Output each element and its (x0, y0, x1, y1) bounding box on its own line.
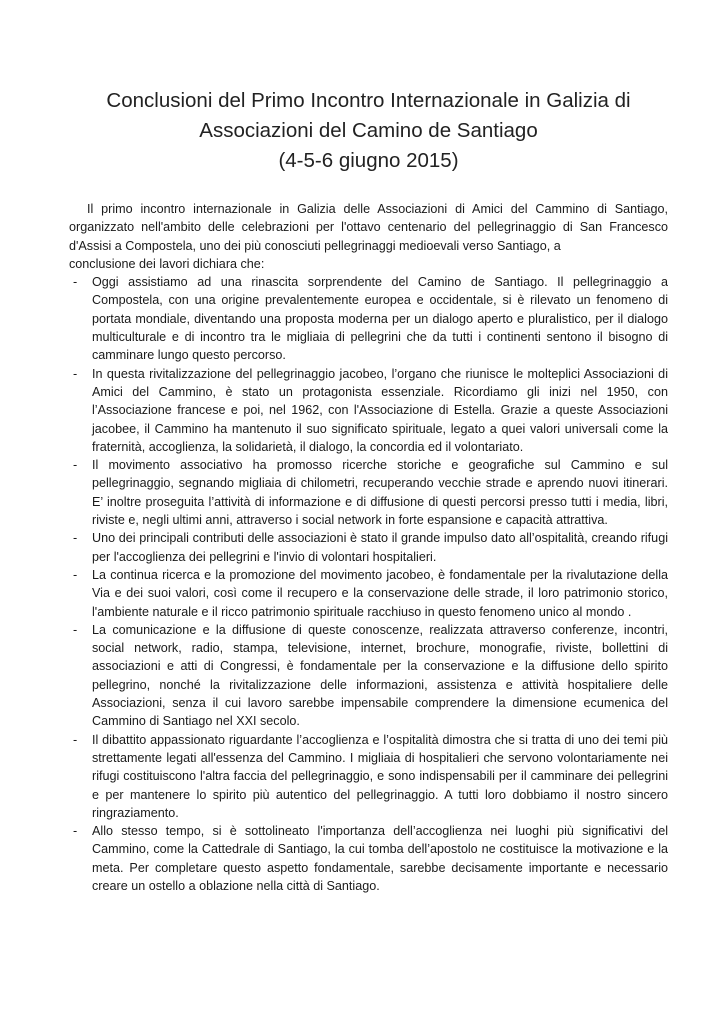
list-item (69, 456, 668, 529)
conclusions-list (69, 273, 668, 895)
list-item-text: Uno dei principali contributi delle associazioni è stato il grande impulso dato all’ospitalità, creando rifugi per l'accoglienza dei pellegrini e l'invio di volontari hospitalieri. (92, 531, 668, 564)
bullet-dash: - (73, 531, 78, 546)
list-item-text: La comunicazione e la diffusione di queste conoscenze, realizzata attraverso conferenze, incontri, social network, radio, stampa, televisione, internet, brochure, monografie, riviste, bollettini di associazioni e atti di Congressi, è fondamentale per la conservazione e la diffusione dello spirito pellegrino, nonché la rivitalizzazione delle informazioni, assistenza e attività hospitaliere delle Associazioni, senza il cui lavoro sarebbe impensabile comprendere la dimensione ecumenica del Cammino di Santiago nel XXI secolo. (92, 622, 668, 729)
intro-paragraph: Il primo incontro internazionale in Galizia delle Associazioni di Amici del Cammino di Santiago, organizzato nell'ambito delle celebrazioni per l'ottavo centenario del pellegrinaggio di San Francesco d'Assisi a Compostela, uno dei più conosciuti pellegrinaggi medioevali verso Santiago, a (69, 202, 668, 253)
list-item-text: Il movimento associativo ha promosso ricerche storiche e geografiche sul Cammino e sul pellegrinaggio, segnando migliaia di chilometri, recuperando vecchie strade e aprendo nuovi itinerari. E’ inoltre proseguita l’attività di informazione e di diffusione di questi percorsi presso tutti i media, libri, riviste e, negli ultimi anni, attraverso i social network in forte espansione e capacità attrattiva. (92, 458, 668, 528)
document-title (69, 86, 668, 176)
list-item (69, 365, 668, 456)
bullet-dash: - (73, 732, 78, 747)
list-item-text: La continua ricerca e la promozione del movimento jacobeo, è fondamentale per la rivalutazione della Via e dei suoi valori, così come il recupero e la conservazione delle strade, il loro patrimonio storico, l'ambiente naturale e il ricco patrimonio spirituale racchiuso in questo fenomeno unico al mondo . (92, 567, 668, 619)
title-line-2: Associazioni del Camino de Santiago (199, 119, 538, 142)
list-item-text: Allo stesso tempo, si è sottolineato l'importanza dell’accoglienza nei luoghi più significativi del Cammino, come la Cattedrale di Santiago, la cui tomba dell’apostolo ne costituisce la motivazione e la meta. Per completare questo aspetto fondamentale, sarebbe decisamente importante e necessario creare un ostello a oblazione nella città di Santiago. (92, 824, 668, 893)
bullet-dash: - (73, 567, 78, 582)
list-item-text: Il dibattito appassionato riguardante l’accoglienza e l’ospitalità dimostra che si tratta di uno dei temi più strettamente legati all'essenza del Cammino. I migliaia di hospitalieri che servono volontariamente nei rifugi costituiscono l'altra faccia del pellegrinaggio, e sono indispensabili per il camminare dei pellegrini e per mantenere lo spirito più autentico del pellegrinaggio. A tutti loro dobbiamo il nostro sincero ringraziamento. (92, 732, 668, 820)
bullet-dash: - (73, 824, 78, 839)
list-item (69, 621, 668, 731)
bullet-dash: - (73, 622, 78, 637)
list-item (69, 529, 668, 566)
list-item (69, 731, 668, 822)
title-line-3: (4-5-6 giugno 2015) (278, 149, 459, 172)
list-item-text: In questa rivitalizzazione del pellegrinaggio jacobeo, l’organo che riunisce le molteplici Associazioni di Amici del Cammino, è stato un protagonista essenziale. Ricordiamo gli inizi nel 1950, con l’Associazione francese e poi, nel 1962, con l'Associazione di Estella. Grazie a queste Associazioni jacobee, il Cammino ha mantenuto il suo significato spirituale, legato a quei valori universali come la fraternità, accoglienza, la solidarietà, il dialogo, la concordia ed il volontariato. (92, 366, 668, 454)
list-item (69, 566, 668, 621)
bullet-dash: - (73, 275, 78, 290)
title-line-1: Conclusioni del Primo Incontro Internazionale in Galizia di (106, 89, 631, 112)
bullet-dash: - (73, 366, 78, 381)
lead-sentence: conclusione dei lavori dichiara che: (69, 256, 265, 271)
list-item (69, 822, 668, 895)
bullet-dash: - (73, 458, 78, 473)
list-item (69, 273, 668, 364)
list-item-text: Oggi assistiamo ad una rinascita sorprendente del Camino de Santiago. Il pellegrinaggio a Compostela, con una origine prevalentemente europea e occidentale, si è rilevato un fenomeno di portata mondiale, diventando una proposta moderna per un dialogo aperto e pluralistico, per il dialogo multiculturale e di incontro tra le migliaia di pellegrini che da tutti i continenti sentono il bisogno di camminare lungo questo percorso. (92, 275, 668, 363)
